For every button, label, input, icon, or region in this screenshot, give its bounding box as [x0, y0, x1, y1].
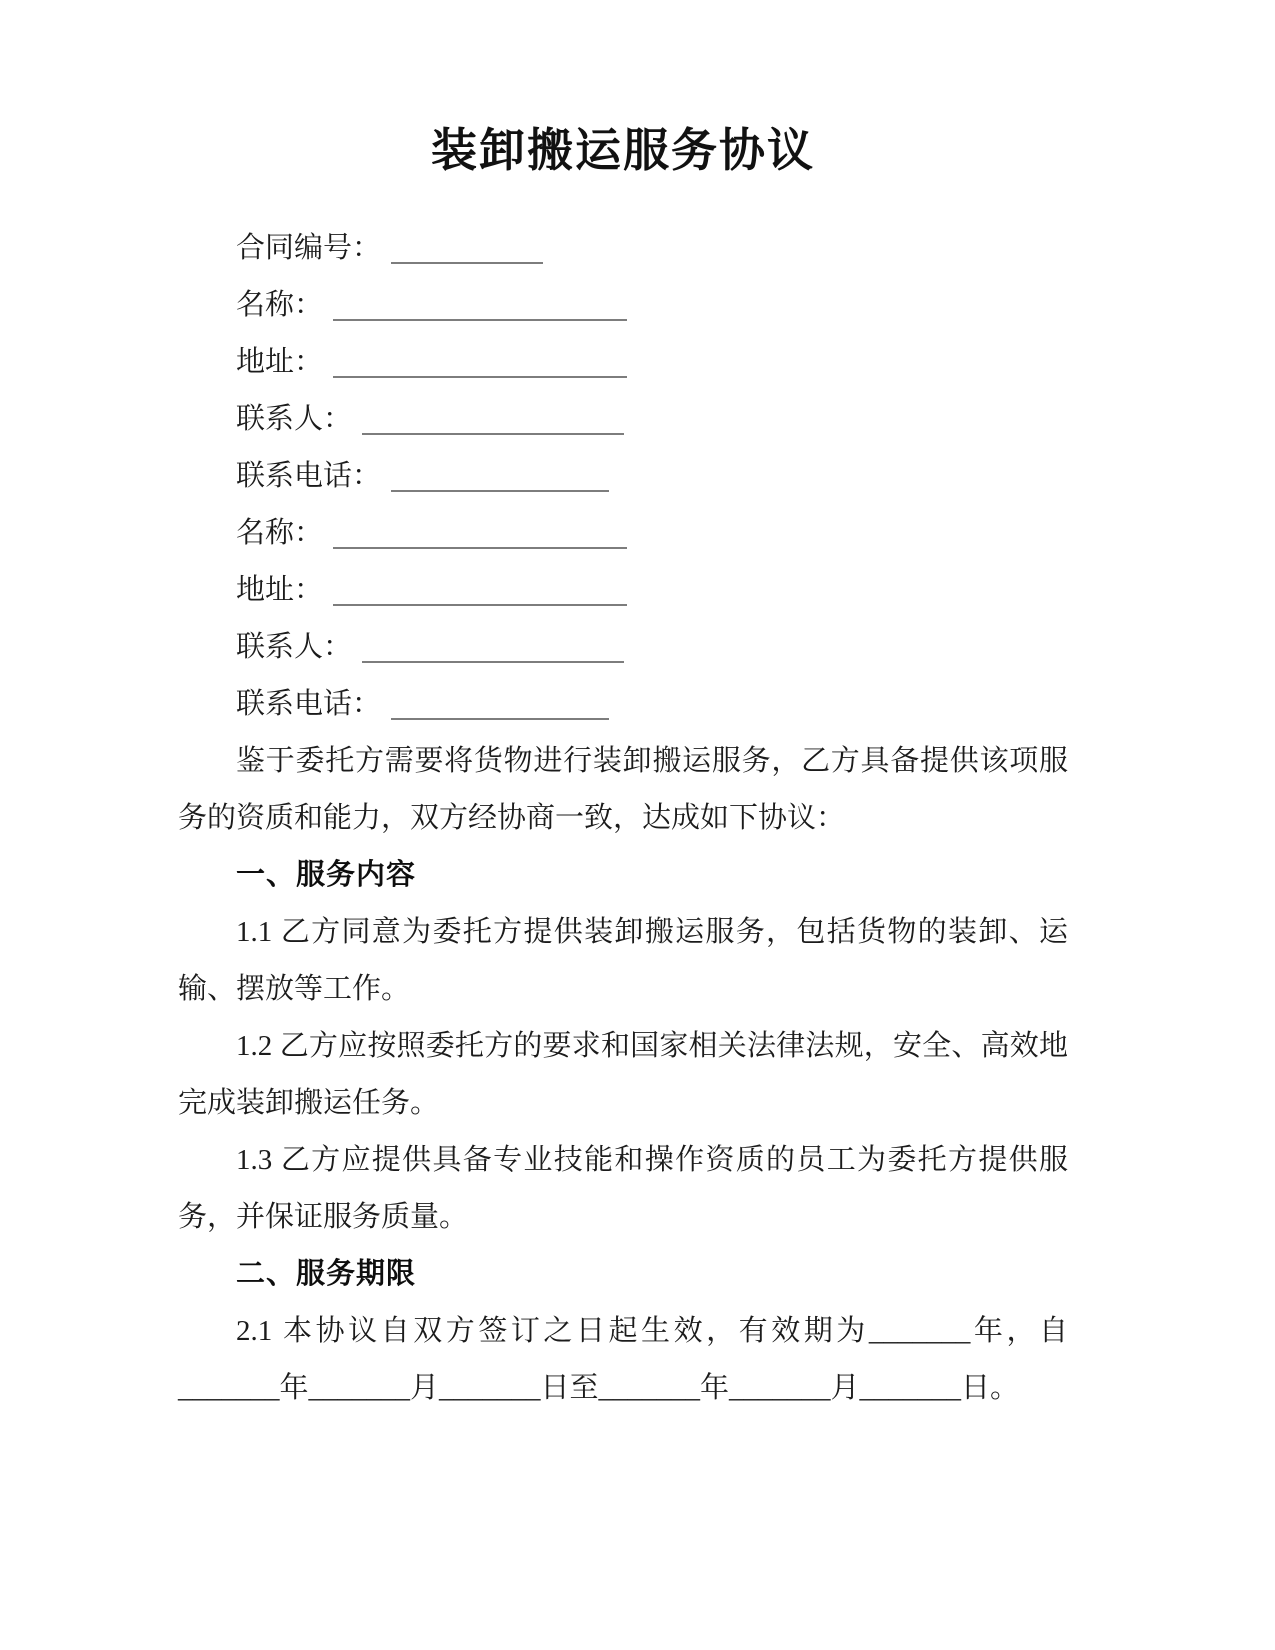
field-row-client-phone — [178, 448, 1068, 505]
provider-address-label: 地址： — [236, 574, 324, 606]
preamble-paragraph: 鉴于委托方需要将货物进行装卸搬运服务，乙方具备提供该项服务的资质和能力，双方经协商一致，达成如下协议： — [178, 745, 1068, 834]
field-row-client-contact — [178, 391, 1068, 448]
provider-phone-blank — [391, 682, 609, 720]
clause-1-3: 1.3 乙方应提供具备专业技能和操作资质的员工为委托方提供服务，并保证服务质量。 — [178, 1144, 1068, 1233]
field-row-provider-contact — [178, 619, 1068, 676]
client-contact-label: 联系人： — [236, 403, 353, 435]
client-name-label: 名称： — [236, 289, 324, 321]
provider-phone-label: 联系电话： — [236, 688, 382, 720]
field-row-contract-number — [178, 220, 1068, 277]
document-body — [178, 220, 1068, 1417]
clause-2-1: 2.1 本协议自双方签订之日起生效，有效期为_______年，自_______年_______月_______日至_______年_______月_______日。 — [178, 1315, 1068, 1404]
provider-contact-label: 联系人： — [236, 631, 353, 663]
field-row-client-address — [178, 334, 1068, 391]
section-heading-service-term: 二、服务期限 — [236, 1258, 417, 1290]
field-row-provider-address — [178, 562, 1068, 619]
client-address-blank — [333, 340, 627, 378]
client-name-blank — [333, 283, 627, 321]
client-contact-blank — [362, 397, 624, 435]
contract-number-label: 合同编号： — [236, 232, 382, 264]
client-phone-blank — [391, 454, 609, 492]
section-heading-service-content: 一、服务内容 — [236, 859, 417, 891]
clause-1-2: 1.2 乙方应按照委托方的要求和国家相关法律法规，安全、高效地完成装卸搬运任务。 — [178, 1030, 1068, 1119]
client-address-label: 地址： — [236, 346, 324, 378]
client-phone-label: 联系电话： — [236, 460, 382, 492]
field-row-provider-phone — [178, 676, 1068, 733]
provider-name-blank — [333, 511, 627, 549]
provider-address-blank — [333, 568, 627, 606]
field-row-provider-name — [178, 505, 1068, 562]
clause-1-1: 1.1 乙方同意为委托方提供装卸搬运服务，包括货物的装卸、运输、摆放等工作。 — [178, 916, 1068, 1005]
provider-contact-blank — [362, 625, 624, 663]
provider-name-label: 名称： — [236, 517, 324, 549]
page-title: 装卸搬运服务协议 — [431, 125, 815, 176]
contract-number-blank — [391, 226, 543, 264]
field-row-client-name — [178, 277, 1068, 334]
